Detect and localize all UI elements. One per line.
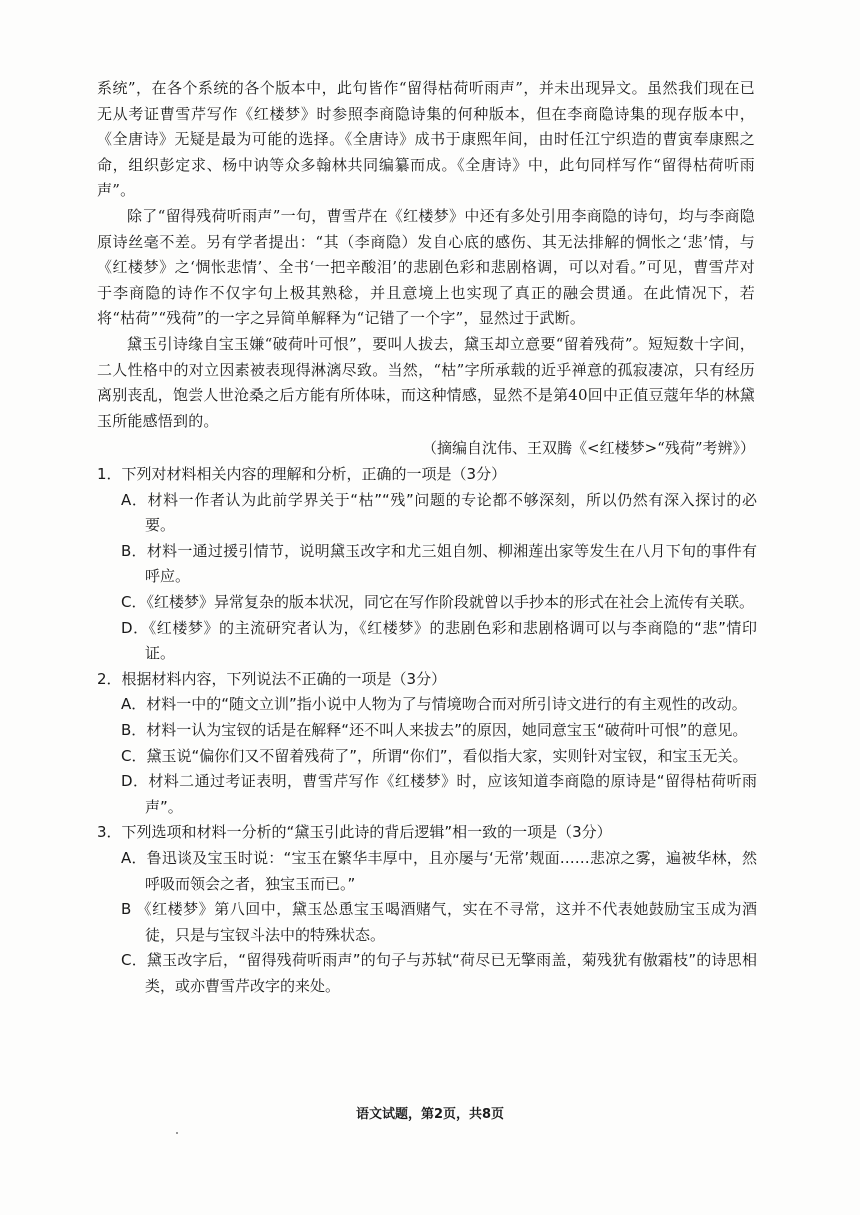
passage-source: （摘编自沈伟、王双腾《<红楼梦>“残荷”考辨》）	[422, 439, 755, 457]
option-c: C．《红楼梦》异常复杂的版本状况，同它在写作阶段就曾以手抄本的形式在社会上流传有关联。	[121, 592, 754, 611]
reading-passage	[97, 76, 755, 434]
scan-speck	[176, 1132, 178, 1134]
question-stem: 3．下列选项和材料一分析的“黛玉引此诗的背后逻辑”相一致的一项是（3分）	[97, 823, 612, 842]
page-footer: 语文试题，第2页，共8页	[355, 1107, 505, 1122]
option-d: D．材料二通过考证表明，曹雪芹写作《红楼梦》时，应该知道李商隐的原诗是“留得枯荷听雨声”。	[121, 772, 757, 816]
option-b: B 《红楼梦》第八回中，黛玉怂恿宝玉喝酒赌气，实在不寻常，这并不代表她鼓励宝玉成为酒徒，只是与宝钗斗法中的特殊状态。	[121, 900, 757, 944]
question-stem: 2．根据材料内容，下列说法不正确的一项是（3分）	[97, 669, 447, 688]
option-b: B．材料一通过援引情节，说明黛玉改字和尤三姐自刎、柳湘莲出家等发生在八月下旬的事件有呼应。	[121, 541, 757, 586]
question-list	[97, 462, 757, 999]
option-c: C．黛玉说“偏你们又不留着残荷了”，所谓“你们”，看似指大家，实则针对宝钗，和宝玉无关。	[121, 746, 748, 765]
option-a: A．鲁迅谈及宝玉时说：“宝玉在繁华丰厚中，且亦屡与‘无常’觌面……悲凉之雾，遍被华林，然呼吸而领会之者，独宝玉而已。”	[121, 848, 757, 893]
question-stem: 1．下列对材料相关内容的理解和分析，正确的一项是（3分）	[97, 465, 507, 483]
question-3	[97, 820, 757, 999]
passage-paragraph: 除了“留得残荷听雨声”一句，曹雪芹在《红楼梦》中还有多处引用李商隐的诗句，均与李商隐原诗丝毫不差。另有学者提出：“其（李商隐）发自心底的感伤、其无法排解的惆怅之‘悲’情，与《红楼梦》之‘惆怅悲情’、全书‘一把辛酸泪’的悲剧色彩和悲剧格调，可以对看。”可见，曹雪芹对于李商隐的诗作不仅字句上极其熟稔，并且意境上也实现了真正的融会贯通。在此情况下，若将“枯荷”“残荷”的一字之异简单解释为“记错了一个字”，显然过于武断。	[97, 206, 755, 328]
passage-paragraph: 系统”，在各个系统的各个版本中，此句皆作“留得枯荷听雨声”，并未出现异文。虽然我们现在已无从考证曹雪芹写作《红楼梦》时参照李商隐诗集的何种版本，但在李商隐诗集的现存版本中，《全唐诗》无疑是最为可能的选择。《全唐诗》成书于康熙年间，由时任江宁织造的曹寅奉康熙之命，组织彭定求、杨中讷等众多翰林共同编纂而成。《全唐诗》中，此句同样写作“留得枯荷听雨声”。	[97, 79, 755, 200]
option-a: A．材料一中的“随文立训”指小说中人物为了与情境吻合而对所引诗文进行的有主观性的改动。	[121, 695, 747, 714]
option-b: B．材料一认为宝钗的话是在解释“还不叫人来拔去”的原因，她同意宝玉“破荷叶可恨”的意见。	[121, 720, 748, 739]
option-a: A．材料一作者认为此前学界关于“枯”“残”问题的专论都不够深刻，所以仍然有深入探讨的必要。	[121, 490, 757, 535]
option-c: C．黛玉改字后，“留得残荷听雨声”的句子与苏轼“荷尽已无擎雨盖，菊残犹有傲霜枝”的诗思相类，或亦曹雪芹改字的来处。	[121, 951, 757, 995]
question-2	[97, 667, 757, 821]
option-d: D．《红楼梦》的主流研究者认为，《红楼梦》的悲剧色彩和悲剧格调可以与李商隐的“悲”情印证。	[121, 618, 757, 663]
passage-paragraph: 黛玉引诗缘自宝玉嫌“破荷叶可恨”，要叫人拔去，黛玉却立意要“留着残荷”。短短数十字间，二人性格中的对立因素被表现得淋漓尽致。当然，“枯”字所承载的近乎禅意的孤寂凄凉，只有经历离别丧乱，饱尝人世沧桑之后方能有所体味，而这种情感，显然不是第40回中正值豆蔻年华的林黛玉所能感悟到的。	[97, 334, 755, 430]
question-1	[97, 462, 757, 667]
